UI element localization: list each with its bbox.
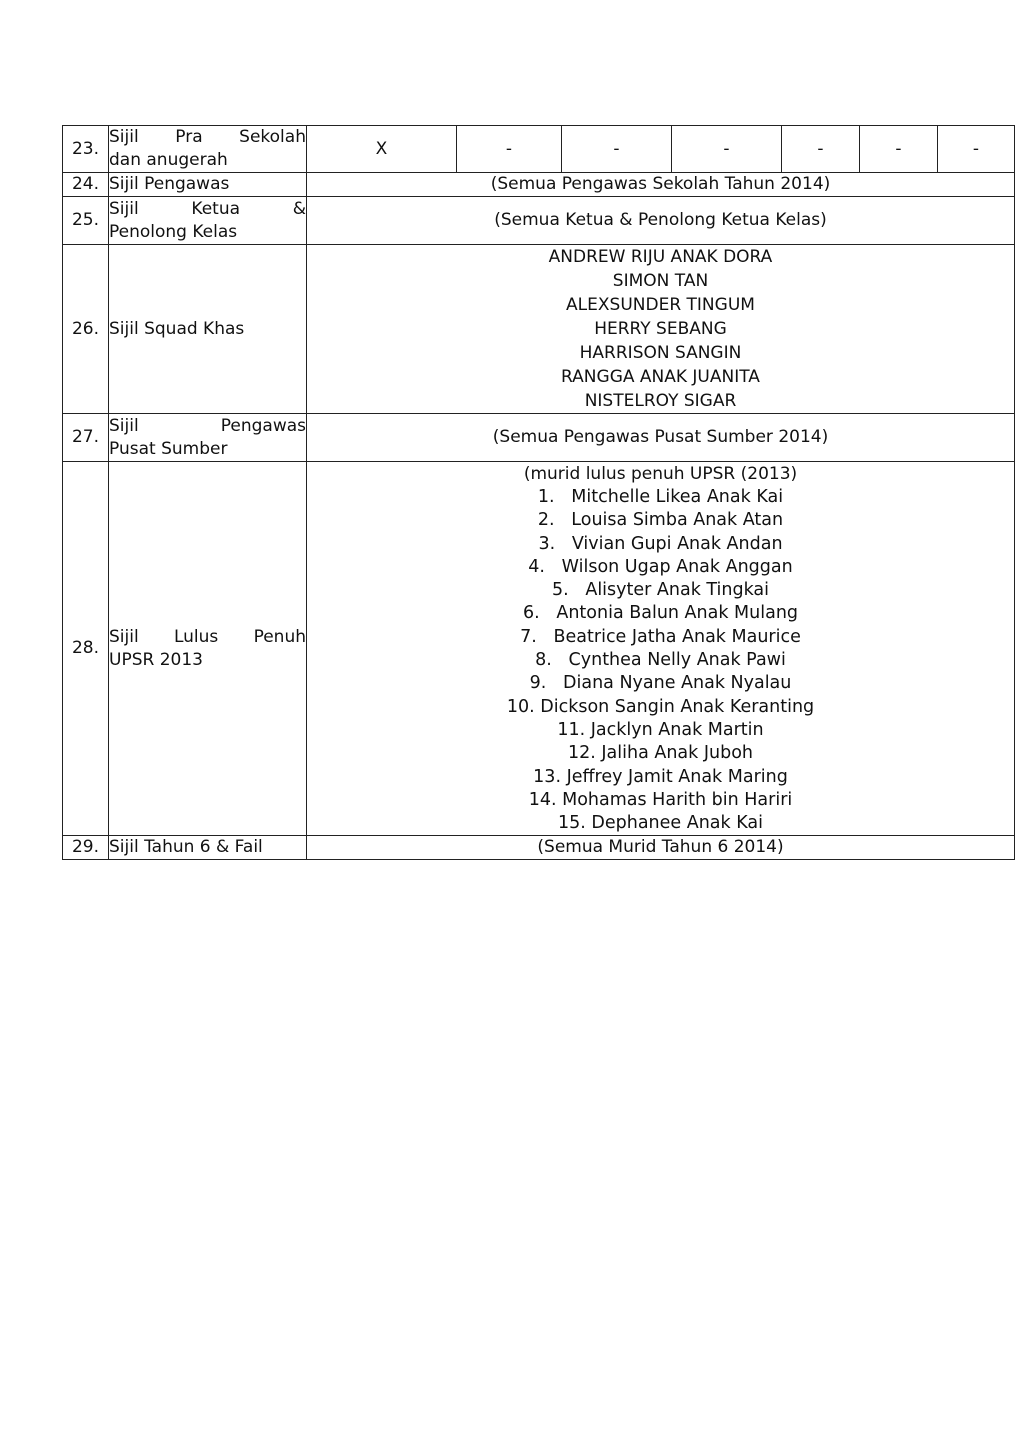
table-row-25 [63, 197, 1015, 245]
row-value: (Semua Ketua & Penolong Ketua Kelas) [307, 197, 1015, 245]
cell-value: - [782, 126, 860, 173]
row-number: 25. [63, 197, 109, 245]
row-number: 23. [63, 126, 109, 173]
certificate-table [62, 125, 1015, 860]
upsr-student-list [307, 462, 1015, 836]
table-row-26 [63, 245, 1015, 414]
list-item: SIMON TAN [612, 271, 709, 291]
cell-value: - [672, 126, 782, 173]
table-row-23 [63, 126, 1015, 173]
list-item: 8. Cynthea Nelly Anak Pawi [535, 650, 786, 671]
list-item: 11. Jacklyn Anak Martin [557, 719, 764, 740]
list-item: 15. Dephanee Anak Kai [558, 813, 763, 834]
list-item: 5. Alisyter Anak Tingkai [551, 580, 770, 601]
list-header: (murid lulus penuh UPSR (2013) [523, 464, 798, 484]
list-item: 10. Dickson Sangin Anak Keranting [506, 696, 815, 717]
row-value: (Semua Pengawas Pusat Sumber 2014) [307, 414, 1015, 462]
table-row-27 [63, 414, 1015, 462]
row-value: (Semua Murid Tahun 6 2014) [307, 836, 1015, 860]
cell-value: - [457, 126, 562, 173]
cell-value: - [562, 126, 672, 173]
cell-value: - [938, 126, 1015, 173]
row-title [109, 462, 307, 836]
row-number: 27. [63, 414, 109, 462]
cell-value: X [307, 126, 457, 173]
row-title: Sijil Squad Khas [109, 245, 307, 414]
list-item: 1. Mitchelle Likea Anak Kai [537, 487, 784, 507]
list-item: RANGGA ANAK JUANITA [561, 367, 760, 387]
table-row-28 [63, 462, 1015, 836]
list-item: 3. Vivian Gupi Anak Andan [538, 533, 783, 554]
list-item: ANDREW RIJU ANAK DORA [548, 247, 773, 267]
row-title-line2: UPSR 2013 [109, 649, 203, 670]
row-title-line2: Penolong Kelas [109, 221, 238, 242]
row-title-line1: Sijil Pengawas [109, 415, 306, 436]
row-value: (Semua Pengawas Sekolah Tahun 2014) [307, 173, 1015, 197]
row-title [109, 126, 307, 173]
row-title-line2: dan anugerah [109, 150, 228, 170]
list-item: 4. Wilson Ugap Anak Anggan [528, 556, 793, 577]
table-row-29 [63, 836, 1015, 860]
row-number: 26. [63, 245, 109, 414]
row-number: 28. [63, 462, 109, 836]
row-title-line2: Pusat Sumber [109, 438, 228, 459]
list-item: 2. Louisa Simba Anak Atan [537, 510, 784, 531]
list-item: 7. Beatrice Jatha Anak Maurice [520, 626, 801, 647]
list-item: 6. Antonia Balun Anak Mulang [522, 603, 799, 624]
table-row-24 [63, 173, 1015, 197]
cell-value: - [860, 126, 938, 173]
row-title: Sijil Pengawas [109, 173, 307, 197]
row-title-line1: Sijil Ketua & [109, 198, 306, 219]
list-item: 9. Diana Nyane Anak Nyalau [529, 673, 792, 694]
list-item: 13. Jeffrey Jamit Anak Maring [533, 766, 788, 787]
list-item: HERRY SEBANG [594, 319, 727, 339]
row-title-line1: Sijil Lulus Penuh [109, 626, 306, 647]
list-item: 12. Jaliha Anak Juboh [567, 743, 754, 764]
row-number: 29. [63, 836, 109, 860]
squad-names-list [307, 245, 1015, 414]
list-item: NISTELROY SIGAR [584, 391, 737, 411]
list-item: 14. Mohamas Harith bin Hariri [528, 789, 793, 810]
row-title [109, 414, 307, 462]
row-number: 24. [63, 173, 109, 197]
list-item: ALEXSUNDER TINGUM [566, 295, 755, 315]
row-title [109, 197, 307, 245]
list-item: HARRISON SANGIN [579, 343, 742, 363]
row-title-line1: Sijil Pra Sekolah [109, 127, 306, 147]
row-title: Sijil Tahun 6 & Fail [109, 836, 307, 860]
